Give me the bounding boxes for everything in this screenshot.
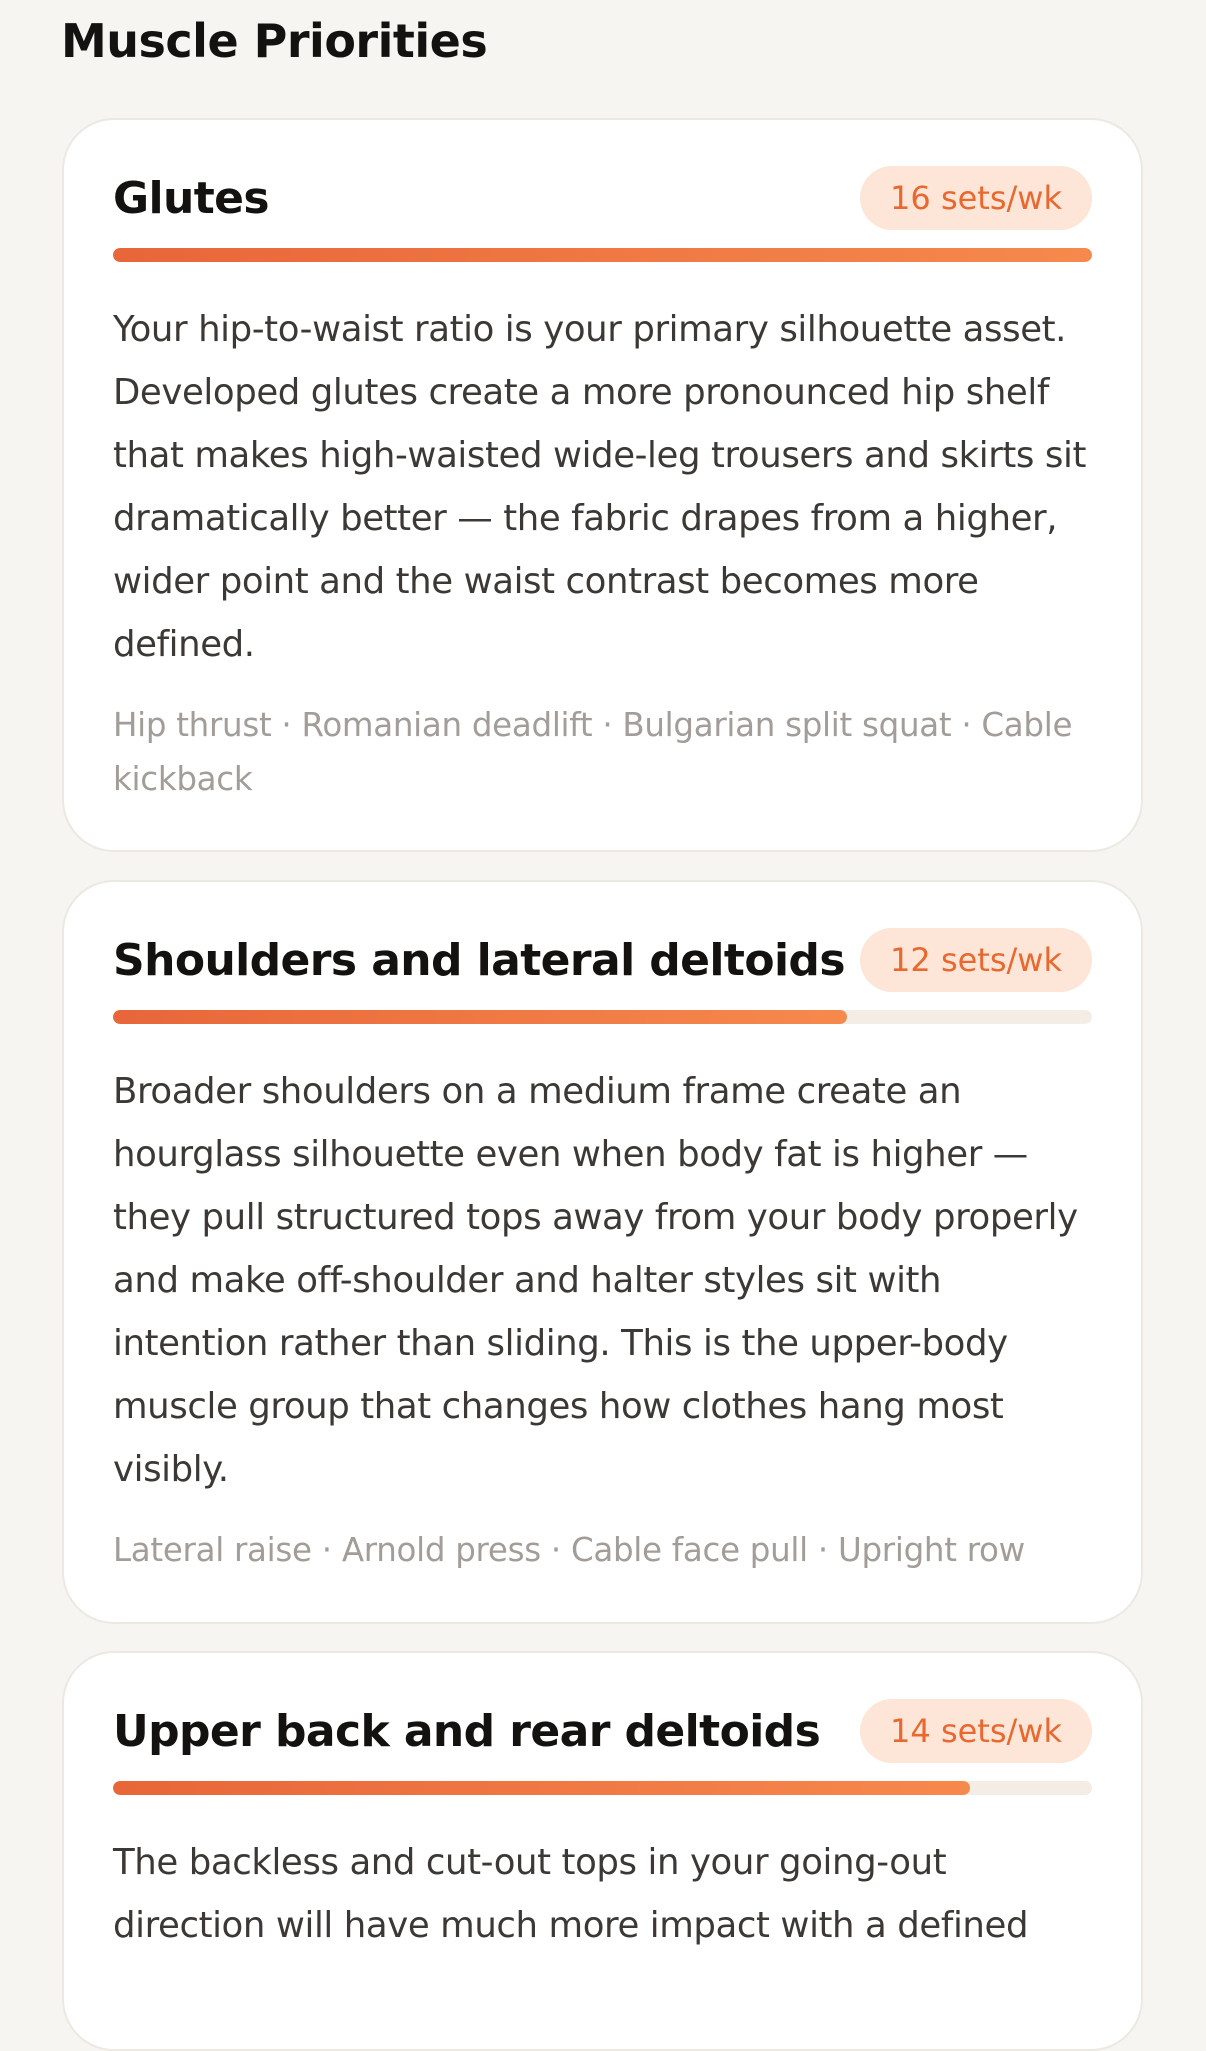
card-header [113, 928, 1092, 992]
priority-bar-fill [113, 1010, 847, 1024]
card-description: The backless and cut-out tops in your going-out direction will have much more impact with a defined [113, 1842, 1029, 1946]
section-title: Muscle Priorities [61, 14, 488, 68]
sets-badge: 14 sets/wk [860, 1699, 1092, 1763]
exercise-list: Lateral raise · Arnold press · Cable face pull · Upright row [113, 1531, 1025, 1569]
priority-bar-fill [113, 248, 1092, 262]
priority-bar-track [113, 1010, 1092, 1024]
card-header [113, 166, 1092, 230]
card-title: Upper back and rear deltoids [113, 1705, 821, 1757]
muscle-card-glutes[interactable] [62, 118, 1143, 852]
sets-badge: 12 sets/wk [860, 928, 1092, 992]
priority-bar-track [113, 248, 1092, 262]
sets-badge: 16 sets/wk [860, 166, 1092, 230]
card-title: Glutes [113, 172, 269, 224]
muscle-card-upper-back[interactable] [62, 1651, 1143, 2051]
card-header [113, 1699, 1092, 1763]
muscle-card-shoulders[interactable] [62, 880, 1143, 1624]
exercise-list: Hip thrust · Romanian deadlift · Bulgarian split squat · Cable kickback [113, 706, 1073, 798]
card-title: Shoulders and lateral deltoids [113, 934, 845, 986]
priority-bar-fill [113, 1781, 970, 1795]
card-description: Broader shoulders on a medium frame create an hourglass silhouette even when body fat is higher — they pull structured tops away from your body properly and make off-shoulder and halter styles sit with intention rather than sliding. This is the upper-body muscle group that changes how clothes hang most visibly. [113, 1071, 1078, 1490]
card-description: Your hip-to-waist ratio is your primary silhouette asset. Developed glutes create a more pronounced hip shelf that makes high-waisted wide-leg trousers and skirts sit dramatically better — the fabric drapes from a higher, wider point and the waist contrast becomes more defined. [113, 309, 1086, 665]
priority-bar-track [113, 1781, 1092, 1795]
